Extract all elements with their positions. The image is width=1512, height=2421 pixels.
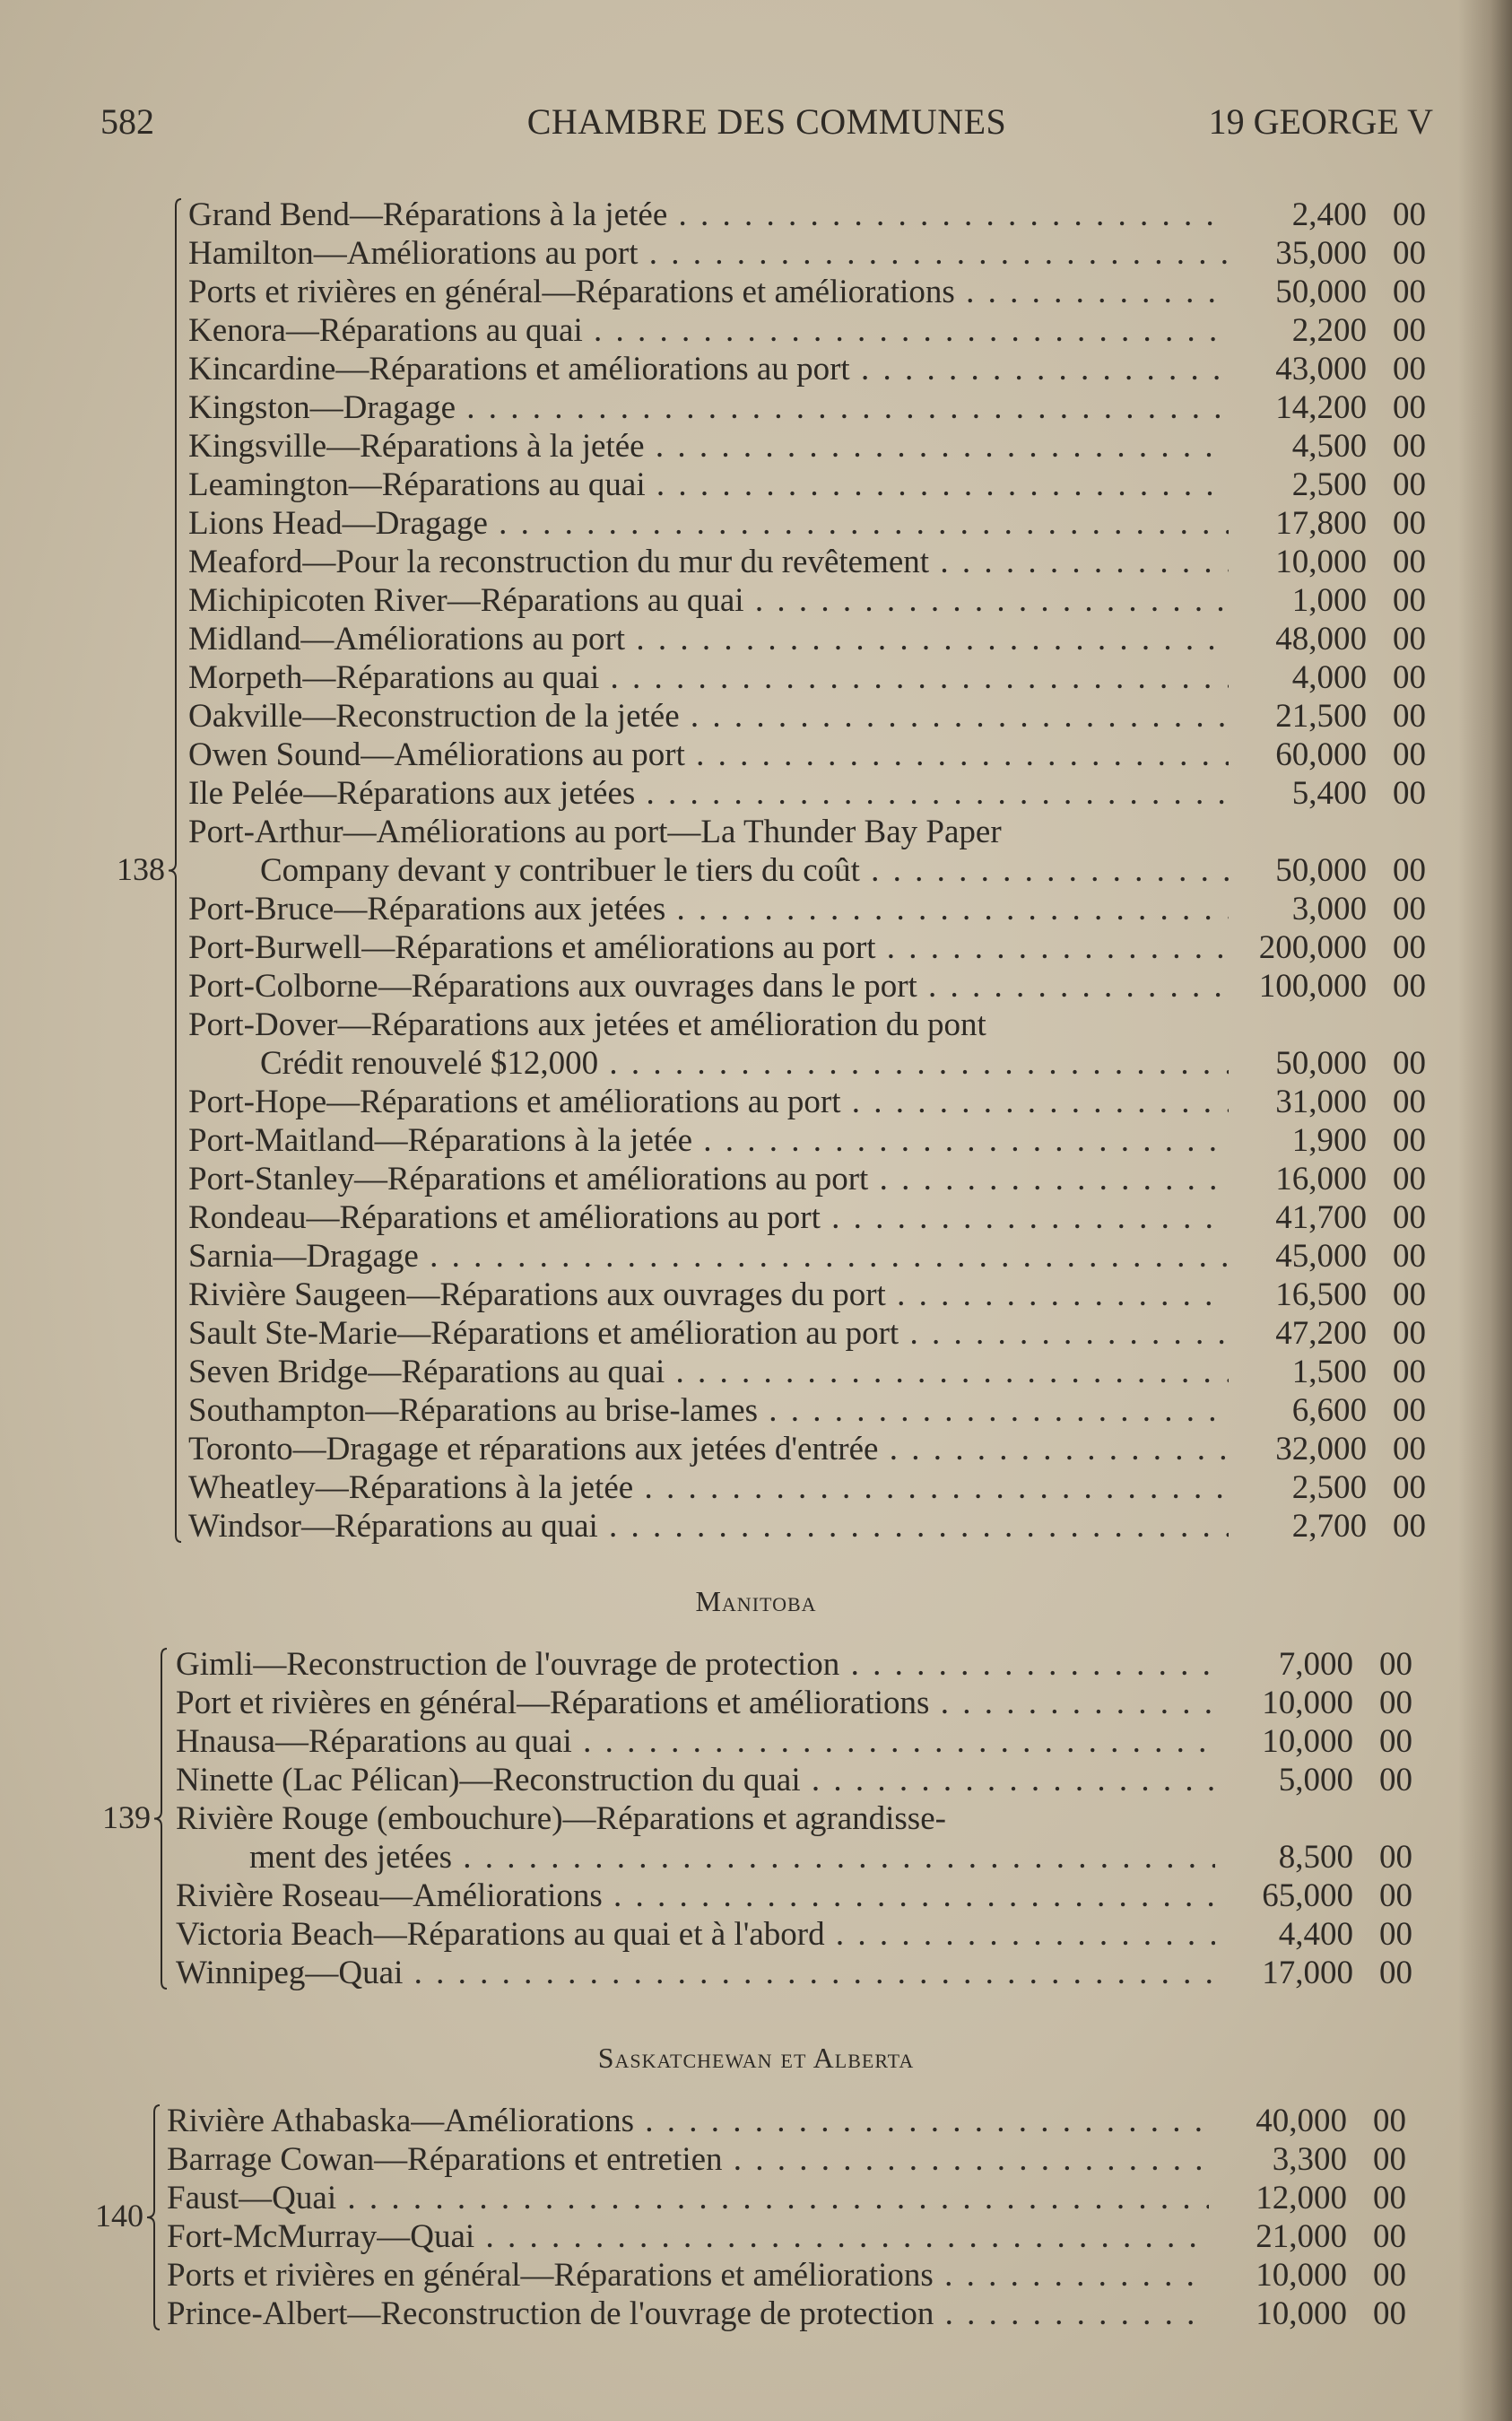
item-description: Port-Stanley—Réparations et améliorations au port . . .: [188, 1160, 1229, 1198]
amount-dollars: 50,000: [1275, 274, 1367, 310]
item-description: Rondeau—Réparations et améliorations au port . . .: [188, 1198, 1229, 1237]
item-description: Kingsville—Réparations à la jetée . . .: [188, 427, 1229, 466]
amount-cents: 00: [1393, 582, 1426, 619]
amount-dollars: 6,600: [1291, 1392, 1367, 1429]
item-description: Michipicoten River—Réparations au quai . . .: [188, 581, 1229, 620]
item-description: Port-Dover—Réparations aux jetées et amélioration du pont: [188, 1006, 986, 1043]
amount-cents: 00: [1393, 428, 1426, 465]
amount-dollars: 50,000: [1275, 1045, 1367, 1082]
item-description: Victoria Beach—Réparations au quai et à l'abord . . .: [176, 1915, 1215, 1954]
item-amount: [1292, 1468, 1426, 1507]
item-description: Sault Ste-Marie—Réparations et amélioration au port . . .: [188, 1314, 1229, 1353]
vote-number: 139: [102, 1798, 151, 1835]
item-description: Hnausa—Réparations au quai . . .: [176, 1722, 1215, 1761]
amount-cents: 00: [1393, 274, 1426, 310]
amount-dollars: 100,000: [1258, 968, 1367, 1005]
amount-dollars: 16,500: [1275, 1276, 1367, 1313]
item-amount: [1256, 2217, 1406, 2256]
item-amount: [1256, 2256, 1406, 2295]
item-amount: [1279, 1761, 1412, 1799]
table-row: [0, 1430, 1512, 1468]
amount-cents: 00: [1373, 2103, 1406, 2139]
amount-dollars: 1,000: [1291, 582, 1367, 619]
item-description: Barrage Cowan—Réparations et entretien . . .: [167, 2140, 1209, 2179]
item-description: Wheatley—Réparations à la jetée . . .: [188, 1468, 1229, 1507]
amount-cents: 00: [1393, 1354, 1426, 1390]
amount-cents: 00: [1393, 1122, 1426, 1159]
vote-items: [0, 2102, 1512, 2333]
item-description: Kingston—Dragage . . .: [188, 388, 1229, 427]
amount-dollars: 48,000: [1275, 621, 1367, 658]
item-amount: [1259, 928, 1426, 967]
item-description: Ports et rivières en général—Réparations et améliorations . . .: [188, 273, 1229, 311]
amount-dollars: 1,500: [1291, 1354, 1367, 1390]
item-description: Sarnia—Dragage . . .: [188, 1237, 1229, 1276]
amount-cents: 00: [1393, 235, 1426, 272]
table-row: [0, 2217, 1512, 2256]
amount-dollars: 41,700: [1275, 1199, 1367, 1236]
amount-dollars: 4,500: [1291, 428, 1367, 465]
vote-number: 138: [117, 850, 165, 887]
item-amount: [1275, 1044, 1426, 1083]
amount-cents: 00: [1393, 351, 1426, 388]
item-description: Windsor—Réparations au quai . . .: [188, 1507, 1229, 1546]
amount-cents: 00: [1393, 968, 1426, 1005]
amount-cents: 00: [1379, 1955, 1412, 1991]
amount-dollars: 10,000: [1275, 544, 1367, 580]
item-description: Meaford—Pour la reconstruction du mur du revêtement . . .: [188, 543, 1229, 581]
item-amount: [1275, 1430, 1426, 1468]
item-amount: [1275, 1198, 1426, 1237]
running-title: CHAMBRE DES COMMUNES: [526, 101, 1007, 142]
amount-cents: 00: [1393, 1161, 1426, 1197]
amount-cents: 00: [1393, 1508, 1426, 1545]
item-description: Port-Bruce—Réparations aux jetées . . .: [188, 890, 1229, 928]
item-amount: [1292, 658, 1426, 697]
amount-dollars: 5,000: [1278, 1762, 1353, 1798]
section-heading-text: Manitoba: [695, 1585, 817, 1617]
item-amount: [1292, 311, 1426, 350]
item-description: Port-Maitland—Réparations à la jetée . . .: [188, 1121, 1229, 1160]
amount-cents: 00: [1393, 466, 1426, 503]
table-row: [0, 388, 1512, 427]
amount-cents: 00: [1379, 1685, 1412, 1721]
item-amount: [1275, 543, 1426, 581]
item-description: Ninette (Lac Pélican)—Reconstruction du quai . . .: [176, 1761, 1215, 1799]
table-row: [0, 1353, 1512, 1391]
item-description: Ports et rivières en général—Réparations et améliorations . . .: [167, 2256, 1209, 2295]
item-amount: [1275, 273, 1426, 311]
amount-cents: 00: [1379, 1839, 1412, 1876]
amount-dollars: 7,000: [1278, 1646, 1353, 1683]
amount-cents: 00: [1393, 659, 1426, 696]
amount-cents: 00: [1393, 1276, 1426, 1313]
amount-cents: 00: [1393, 312, 1426, 349]
item-description: Morpeth—Réparations au quai . . .: [188, 658, 1229, 697]
section-heading: [0, 2042, 1512, 2075]
amount-dollars: 1,900: [1291, 1122, 1367, 1159]
item-amount: [1292, 1121, 1426, 1160]
item-amount: [1275, 697, 1426, 736]
item-amount: [1275, 1276, 1426, 1314]
table-row: [0, 813, 1512, 851]
item-amount: [1262, 1722, 1412, 1761]
item-description: Winnipeg—Quai . . .: [176, 1954, 1215, 1992]
item-amount: [1256, 2295, 1406, 2333]
table-row: [0, 196, 1512, 234]
table-row: [0, 1006, 1512, 1044]
table-row: [0, 2102, 1512, 2140]
amount-dollars: 40,000: [1256, 2103, 1347, 2139]
amount-dollars: 17,000: [1262, 1955, 1353, 1991]
amount-dollars: 4,000: [1291, 659, 1367, 696]
item-amount: [1256, 2102, 1406, 2140]
amount-dollars: 12,000: [1256, 2180, 1347, 2216]
item-amount: [1275, 504, 1426, 543]
table-row: [0, 1468, 1512, 1507]
table-row: [0, 2140, 1512, 2179]
amount-cents: 00: [1373, 2141, 1406, 2178]
amount-cents: 00: [1393, 1238, 1426, 1275]
table-row: [0, 1684, 1512, 1722]
item-description: Port et rivières en général—Réparations et améliorations . . .: [176, 1684, 1215, 1722]
item-amount: [1256, 2179, 1406, 2217]
table-row: [0, 1838, 1512, 1877]
item-description: Port-Hope—Réparations et améliorations au port . . .: [188, 1083, 1229, 1121]
table-row: [0, 1799, 1512, 1838]
item-amount: [1292, 427, 1426, 466]
item-amount: [1292, 774, 1426, 813]
item-amount: [1275, 1083, 1426, 1121]
item-amount: [1275, 1314, 1426, 1353]
table-row: [0, 2256, 1512, 2295]
vote-number: 140: [95, 2198, 143, 2234]
amount-cents: 00: [1393, 544, 1426, 580]
table-row: [0, 1877, 1512, 1915]
item-description: Southampton—Réparations au brise-lames . . .: [188, 1391, 1229, 1430]
amount-dollars: 45,000: [1275, 1238, 1367, 1275]
item-description: Crédit renouvelé $12,000 . . .: [260, 1044, 1229, 1083]
amount-dollars: 47,200: [1275, 1315, 1367, 1352]
amount-dollars: 5,400: [1291, 775, 1367, 812]
item-amount: [1279, 1915, 1412, 1954]
amount-dollars: 65,000: [1262, 1877, 1353, 1914]
amount-dollars: 10,000: [1262, 1685, 1353, 1721]
amount-cents: 00: [1393, 1315, 1426, 1352]
table-row: [0, 504, 1512, 543]
table-row: [0, 851, 1512, 890]
item-amount: [1292, 581, 1426, 620]
table-row: [0, 427, 1512, 466]
amount-cents: 00: [1393, 1199, 1426, 1236]
amount-dollars: 21,500: [1275, 698, 1367, 735]
session-label: 19 GEORGE V: [1208, 101, 1433, 142]
amount-dollars: 2,700: [1291, 1508, 1367, 1545]
amount-dollars: 200,000: [1258, 929, 1367, 966]
item-description: Port-Arthur—Améliorations au port—La Thunder Bay Paper: [188, 814, 1002, 850]
item-amount: [1262, 1877, 1412, 1915]
item-description: Rivière Rouge (embouchure)—Réparations et agrandisse-: [176, 1800, 946, 1837]
table-row: [0, 1314, 1512, 1353]
amount-dollars: 10,000: [1262, 1723, 1353, 1760]
table-row: [0, 1954, 1512, 1992]
table-row: [0, 1761, 1512, 1799]
amount-cents: 00: [1379, 1916, 1412, 1953]
table-row: [0, 1044, 1512, 1083]
amount-cents: 00: [1393, 698, 1426, 735]
amount-cents: 00: [1393, 736, 1426, 773]
table-row: [0, 1915, 1512, 1954]
page-header: [100, 97, 1433, 147]
amount-dollars: 10,000: [1256, 2257, 1347, 2294]
amount-dollars: 4,400: [1278, 1916, 1353, 1953]
table-row: [0, 1160, 1512, 1198]
amount-dollars: 2,500: [1291, 1469, 1367, 1506]
item-amount: [1292, 196, 1426, 234]
section-heading: [0, 1585, 1512, 1618]
table-row: [0, 1507, 1512, 1546]
amount-cents: 00: [1393, 891, 1426, 927]
item-description: Port-Colborne—Réparations aux ouvrages dans le port . . .: [188, 967, 1229, 1006]
table-row: [0, 581, 1512, 620]
table-row: [0, 2295, 1512, 2333]
table-row: [0, 273, 1512, 311]
item-description: ment des jetées . . .: [249, 1838, 1215, 1877]
item-description: Owen Sound—Améliorations au port . . .: [188, 736, 1229, 774]
amount-dollars: 10,000: [1256, 2295, 1347, 2332]
amount-dollars: 8,500: [1278, 1839, 1353, 1876]
amount-cents: 00: [1373, 2295, 1406, 2332]
amount-cents: 00: [1393, 1469, 1426, 1506]
item-description: Gimli—Reconstruction de l'ouvrage de protection . . .: [176, 1645, 1215, 1684]
amount-dollars: 2,400: [1291, 196, 1367, 233]
table-row: [0, 967, 1512, 1006]
item-description: Seven Bridge—Réparations au quai . . .: [188, 1353, 1229, 1391]
item-description: Oakville—Reconstruction de la jetée . . .: [188, 697, 1229, 736]
item-amount: [1262, 1684, 1412, 1722]
item-amount: [1275, 620, 1426, 658]
table-row: [0, 1391, 1512, 1430]
table-row: [0, 1722, 1512, 1761]
page-number: 582: [100, 101, 154, 142]
item-amount: [1275, 350, 1426, 388]
item-amount: [1259, 967, 1426, 1006]
amount-cents: 00: [1393, 929, 1426, 966]
amount-dollars: 50,000: [1275, 852, 1367, 889]
item-amount: [1292, 1391, 1426, 1430]
item-description: Rivière Saugeen—Réparations aux ouvrages du port . . .: [188, 1276, 1229, 1314]
item-description: Port-Burwell—Réparations et améliorations au port . . .: [188, 928, 1229, 967]
item-description: Kenora—Réparations au quai . . .: [188, 311, 1229, 350]
table-row: [0, 1198, 1512, 1237]
amount-cents: 00: [1393, 775, 1426, 812]
table-row: [0, 697, 1512, 736]
amount-cents: 00: [1393, 1431, 1426, 1467]
amount-cents: 00: [1393, 505, 1426, 542]
table-row: [0, 928, 1512, 967]
amount-dollars: 35,000: [1275, 235, 1367, 272]
item-amount: [1275, 234, 1426, 273]
item-amount: [1275, 1160, 1426, 1198]
amount-cents: 00: [1379, 1646, 1412, 1683]
item-amount: [1275, 1237, 1426, 1276]
vote-items: [0, 196, 1512, 1546]
item-description: Toronto—Dragage et réparations aux jetées d'entrée . . .: [188, 1430, 1229, 1468]
amount-dollars: 31,000: [1275, 1084, 1367, 1120]
amount-dollars: 32,000: [1275, 1431, 1367, 1467]
amount-cents: 00: [1379, 1723, 1412, 1760]
item-amount: [1292, 466, 1426, 504]
amount-cents: 00: [1393, 621, 1426, 658]
item-amount: [1275, 388, 1426, 427]
item-description: Hamilton—Améliorations au port . . .: [188, 234, 1229, 273]
table-row: [0, 1121, 1512, 1160]
item-amount: [1292, 890, 1426, 928]
amount-cents: 00: [1393, 389, 1426, 426]
amount-cents: 00: [1373, 2180, 1406, 2216]
item-description: Rivière Athabaska—Améliorations . . .: [167, 2102, 1209, 2140]
table-row: [0, 1083, 1512, 1121]
amount-dollars: 17,800: [1275, 505, 1367, 542]
item-description: Grand Bend—Réparations à la jetée . . .: [188, 196, 1229, 234]
amount-cents: 00: [1393, 1392, 1426, 1429]
table-row: [0, 620, 1512, 658]
amount-dollars: 3,000: [1291, 891, 1367, 927]
amount-dollars: 3,300: [1272, 2141, 1347, 2178]
vote-items: [0, 1645, 1512, 1992]
item-amount: [1273, 2140, 1406, 2179]
table-row: [0, 1237, 1512, 1276]
table-row: [0, 1276, 1512, 1314]
table-row: [0, 311, 1512, 350]
item-description: Midland—Améliorations au port . . .: [188, 620, 1229, 658]
item-amount: [1279, 1645, 1412, 1684]
table-row: [0, 1645, 1512, 1684]
item-amount: [1262, 1954, 1412, 1992]
amount-dollars: 2,200: [1291, 312, 1367, 349]
item-description: Lions Head—Dragage . . .: [188, 504, 1229, 543]
amount-cents: 00: [1393, 1045, 1426, 1082]
item-amount: [1275, 851, 1426, 890]
item-description: Ile Pelée—Réparations aux jetées . . .: [188, 774, 1229, 813]
table-row: [0, 543, 1512, 581]
amount-dollars: 21,000: [1256, 2218, 1347, 2255]
item-amount: [1275, 736, 1426, 774]
amount-cents: 00: [1379, 1762, 1412, 1798]
amount-dollars: 60,000: [1275, 736, 1367, 773]
section-heading-text: Saskatchewan et Alberta: [597, 2042, 915, 2074]
amount-cents: 00: [1379, 1877, 1412, 1914]
item-description: Faust—Quai . . .: [167, 2179, 1209, 2217]
item-description: Rivière Roseau—Améliorations . . .: [176, 1877, 1215, 1915]
item-description: Company devant y contribuer le tiers du coût . . .: [260, 851, 1229, 890]
item-amount: [1279, 1838, 1412, 1877]
amount-cents: 00: [1373, 2218, 1406, 2255]
table-row: [0, 736, 1512, 774]
table-row: [0, 466, 1512, 504]
item-amount: [1292, 1507, 1426, 1546]
item-description: Prince-Albert—Reconstruction de l'ouvrage de protection . . .: [167, 2295, 1209, 2333]
amount-dollars: 43,000: [1275, 351, 1367, 388]
amount-dollars: 14,200: [1275, 389, 1367, 426]
table-row: [0, 774, 1512, 813]
amount-cents: 00: [1393, 852, 1426, 889]
item-description: Fort-McMurray—Quai . . .: [167, 2217, 1209, 2256]
table-row: [0, 890, 1512, 928]
amount-cents: 00: [1373, 2257, 1406, 2294]
amount-cents: 00: [1393, 196, 1426, 233]
amount-cents: 00: [1393, 1084, 1426, 1120]
item-description: Leamington—Réparations au quai . . .: [188, 466, 1229, 504]
table-row: [0, 658, 1512, 697]
amount-dollars: 2,500: [1291, 466, 1367, 503]
table-row: [0, 350, 1512, 388]
item-amount: [1292, 1353, 1426, 1391]
amount-dollars: 16,000: [1275, 1161, 1367, 1197]
item-description: Kincardine—Réparations et améliorations au port . . .: [188, 350, 1229, 388]
table-row: [0, 2179, 1512, 2217]
table-row: [0, 234, 1512, 273]
